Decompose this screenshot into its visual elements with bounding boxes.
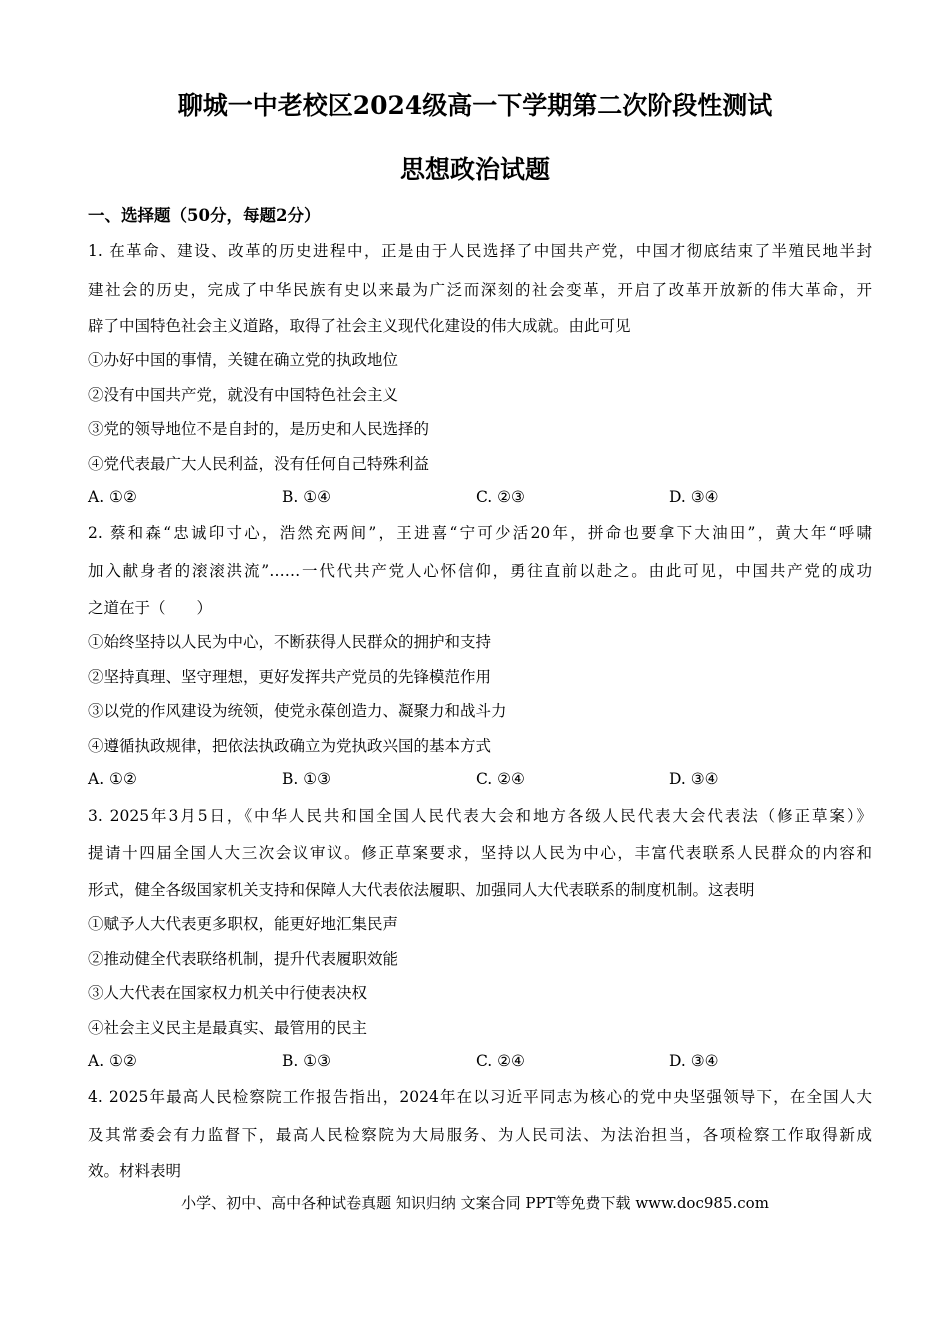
- question-stem-line: 及其常委会有力监督下，最高人民检察院为大局服务、为人民司法、为法治担当，各项检察工作取得新成: [88, 1126, 872, 1144]
- question-stem-line: 辟了中国特色社会主义道路，取得了社会主义现代化建设的伟大成就。由此可见: [88, 317, 631, 335]
- answer-options: [88, 488, 872, 508]
- option-d: D. ③④: [669, 488, 719, 506]
- question-item: ③以党的作风建设为统领，使党永葆创造力、凝聚力和战斗力: [88, 702, 507, 720]
- question-stem-line: 建社会的历史，完成了中华民族有史以来最为广泛而深刻的社会变革，开启了改革开放新的伟大革命，开: [88, 281, 872, 299]
- option-a: A. ①②: [88, 488, 137, 506]
- option-c: C. ②④: [476, 1052, 525, 1070]
- question-stem-line: 3. 2025年3月5日，《中华人民共和国全国人民代表大会和地方各级人民代表大会代表法（修正草案）》: [88, 807, 872, 825]
- answer-options: [88, 770, 872, 790]
- section-heading: 一、选择题（50分，每题2分）: [88, 206, 321, 225]
- option-a: A. ①②: [88, 770, 137, 788]
- question-stem-line: 效。材料表明: [88, 1162, 182, 1180]
- option-c: C. ②④: [476, 770, 525, 788]
- question-stem-line: 1. 在革命、建设、改革的历史进程中，正是由于人民选择了中国共产党，中国才彻底结束了半殖民地半封: [88, 242, 872, 260]
- question-item: ③党的领导地位不是自封的，是历史和人民选择的: [88, 420, 430, 438]
- option-d: D. ③④: [669, 770, 719, 788]
- question-item: ②没有中国共产党，就没有中国特色社会主义: [88, 386, 399, 404]
- question-stem-line: 加入献身者的滚滚洪流”……一代代共产党人心怀信仰，勇往直前以赴之。由此可见，中国共产党的成功: [88, 562, 872, 580]
- page-title: 聊城一中老校区2024级高一下学期第二次阶段性测试: [177, 91, 773, 120]
- page-subtitle: 思想政治试题: [399, 155, 550, 184]
- question-item: ①办好中国的事情，关键在确立党的执政地位: [88, 351, 399, 369]
- option-c: C. ②③: [476, 488, 525, 506]
- question-stem-line: 2. 蔡和森“忠诚印寸心，浩然充两间”，王进喜“宁可少活20年，拼命也要拿下大油田”，黄大年“呼啸: [88, 524, 872, 542]
- question-item: ④党代表最广大人民利益，没有任何自己特殊利益: [88, 455, 430, 473]
- question-stem-line: 之道在于（ ）: [88, 599, 213, 617]
- question-item: ②坚持真理、坚守理想，更好发挥共产党员的先锋模范作用: [88, 668, 492, 686]
- question-item: ②推动健全代表联络机制，提升代表履职效能: [88, 950, 399, 968]
- question-item: ①赋予人大代表更多职权，能更好地汇集民声: [88, 915, 399, 933]
- option-b: B. ①④: [282, 488, 332, 506]
- question-stem-line: 4. 2025年最高人民检察院工作报告指出，2024年在以习近平同志为核心的党中央坚强领导下，在全国人大: [88, 1088, 872, 1106]
- option-b: B. ①③: [282, 1052, 332, 1070]
- question-stem-line: 提请十四届全国人大三次会议审议。修正草案要求，坚持以人民为中心，丰富代表联系人民群众的内容和: [88, 844, 872, 862]
- option-b: B. ①③: [282, 770, 332, 788]
- option-a: A. ①②: [88, 1052, 137, 1070]
- page-footer: 小学、初中、高中各种试卷真题 知识归纳 文案合同 PPT等免费下载 www.doc985.com: [181, 1194, 769, 1212]
- question-item: ④社会主义民主是最真实、最管用的民主: [88, 1019, 368, 1037]
- question-item: ③人大代表在国家权力机关中行使表决权: [88, 984, 368, 1002]
- question-item: ①始终坚持以人民为中心，不断获得人民群众的拥护和支持: [88, 633, 492, 651]
- option-d: D. ③④: [669, 1052, 719, 1070]
- answer-options: [88, 1052, 872, 1072]
- question-item: ④遵循执政规律，把依法执政确立为党执政兴国的基本方式: [88, 737, 492, 755]
- question-stem-line: 形式，健全各级国家机关支持和保障人大代表依法履职、加强同人大代表联系的制度机制。这表明: [88, 881, 755, 899]
